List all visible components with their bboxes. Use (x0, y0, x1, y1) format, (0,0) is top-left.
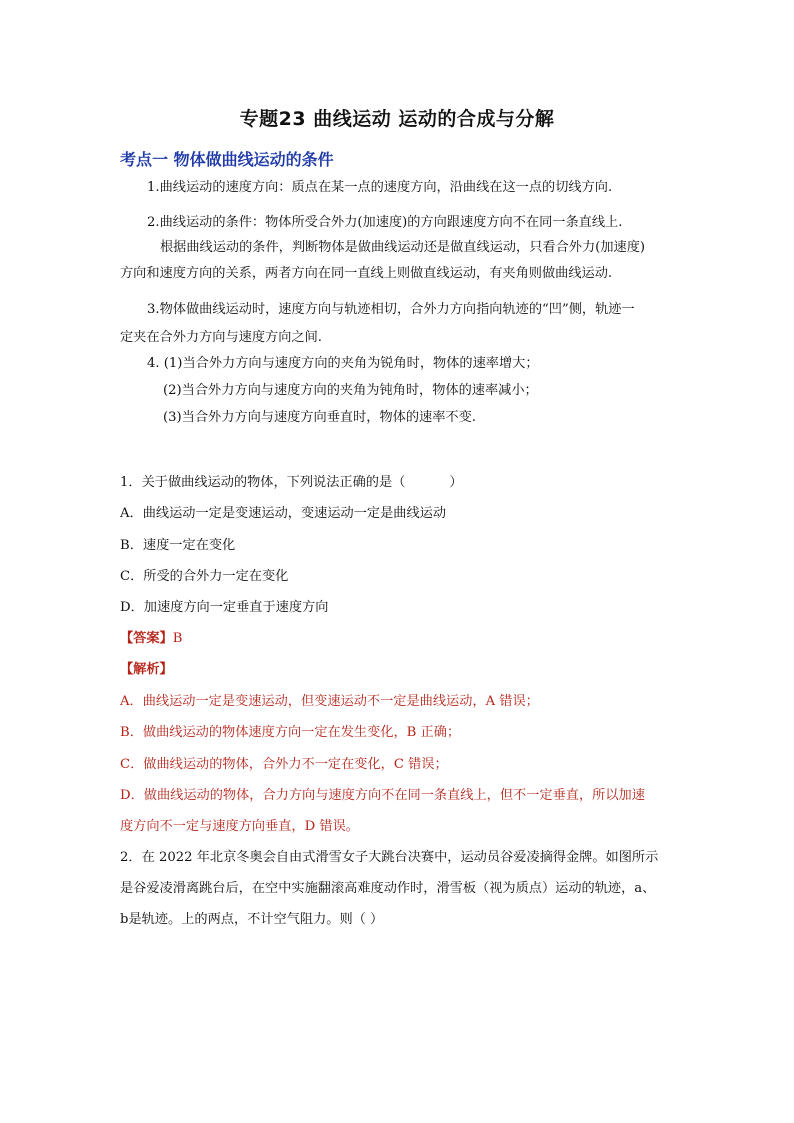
analysis-d-line1: D．做曲线运动的物体，合力方向与速度方向不在同一条直线上，但不一定垂直，所以加速 (120, 788, 645, 803)
question-1-option-b: B．速度一定在变化 (120, 538, 236, 553)
point-2-detail-line2: 方向和速度方向的关系，两者方向在同一直线上则做直线运动，有夹角则做曲线运动. (120, 266, 613, 281)
question-1-option-a: A．曲线运动一定是变速运动，变速运动一定是曲线运动 (120, 506, 447, 521)
question-1-option-c: C．所受的合外力一定在变化 (120, 569, 289, 584)
question-2-line2: 是谷爱凌滑离跳台后，在空中实施翻滚高难度动作时，滑雪板（视为质点）运动的轨迹，a、 (120, 881, 656, 896)
question-1-stem-text: 1．关于做曲线运动的物体，下列说法正确的是（ (120, 475, 406, 490)
analysis-label: 【解析】 (120, 662, 173, 677)
analysis-c: C．做曲线运动的物体，合外力不一定在变化，C 错误； (120, 757, 448, 772)
question-1-stem-end: ） (449, 475, 463, 490)
point-3-line2: 定夹在合外力方向与速度方向之间. (120, 330, 323, 345)
answer-line (120, 631, 182, 647)
question-2-line1: 2．在 2022 年北京冬奥会自由式滑雪女子大跳台决赛中，运动员谷爱凌摘得金牌。如图所示 (120, 850, 659, 865)
point-1: 1.曲线运动的速度方向：质点在某一点的速度方向，沿曲线在这一点的切线方向. (147, 180, 613, 195)
point-4-line3: (3)当合外力方向与速度方向垂直时，物体的速率不变. (163, 410, 476, 425)
page-title: 专题23 曲线运动 运动的合成与分解 (239, 108, 555, 130)
answer-label: 【答案】 (120, 631, 173, 646)
question-2-line3: b是轨迹。上的两点，不计空气阻力。则（ ） (120, 912, 384, 927)
analysis-d-line2: 度方向不一定与速度方向垂直，D 错误。 (120, 819, 359, 834)
point-3-line1: 3.物体做曲线运动时，速度方向与轨迹相切，合外力方向指向轨迹的“凹”侧，轨迹一 (147, 302, 635, 317)
point-2-detail-line1: 根据曲线运动的条件，判断物体是做曲线运动还是做直线运动，只看合外力(加速度) (160, 240, 646, 255)
section-heading: 考点一 物体做曲线运动的条件 (120, 150, 334, 169)
answer-value: B (172, 631, 183, 646)
analysis-a: A．曲线运动一定是变速运动，但变速运动不一定是曲线运动，A 错误； (120, 694, 539, 709)
question-1-option-d: D．加速度方向一定垂直于速度方向 (120, 600, 329, 615)
analysis-b: B．做曲线运动的物体速度方向一定在发生变化，B 正确； (120, 725, 461, 740)
point-4-line1: 4. (1)当合外力方向与速度方向的夹角为锐角时，物体的速率增大； (147, 356, 539, 371)
point-2: 2.曲线运动的条件：物体所受合外力(加速度)的方向跟速度方向不在同一条直线上. (147, 215, 623, 230)
point-4-line2: (2)当合外力方向与速度方向的夹角为钝角时，物体的速率减小； (163, 383, 538, 398)
question-1-stem (120, 475, 463, 491)
